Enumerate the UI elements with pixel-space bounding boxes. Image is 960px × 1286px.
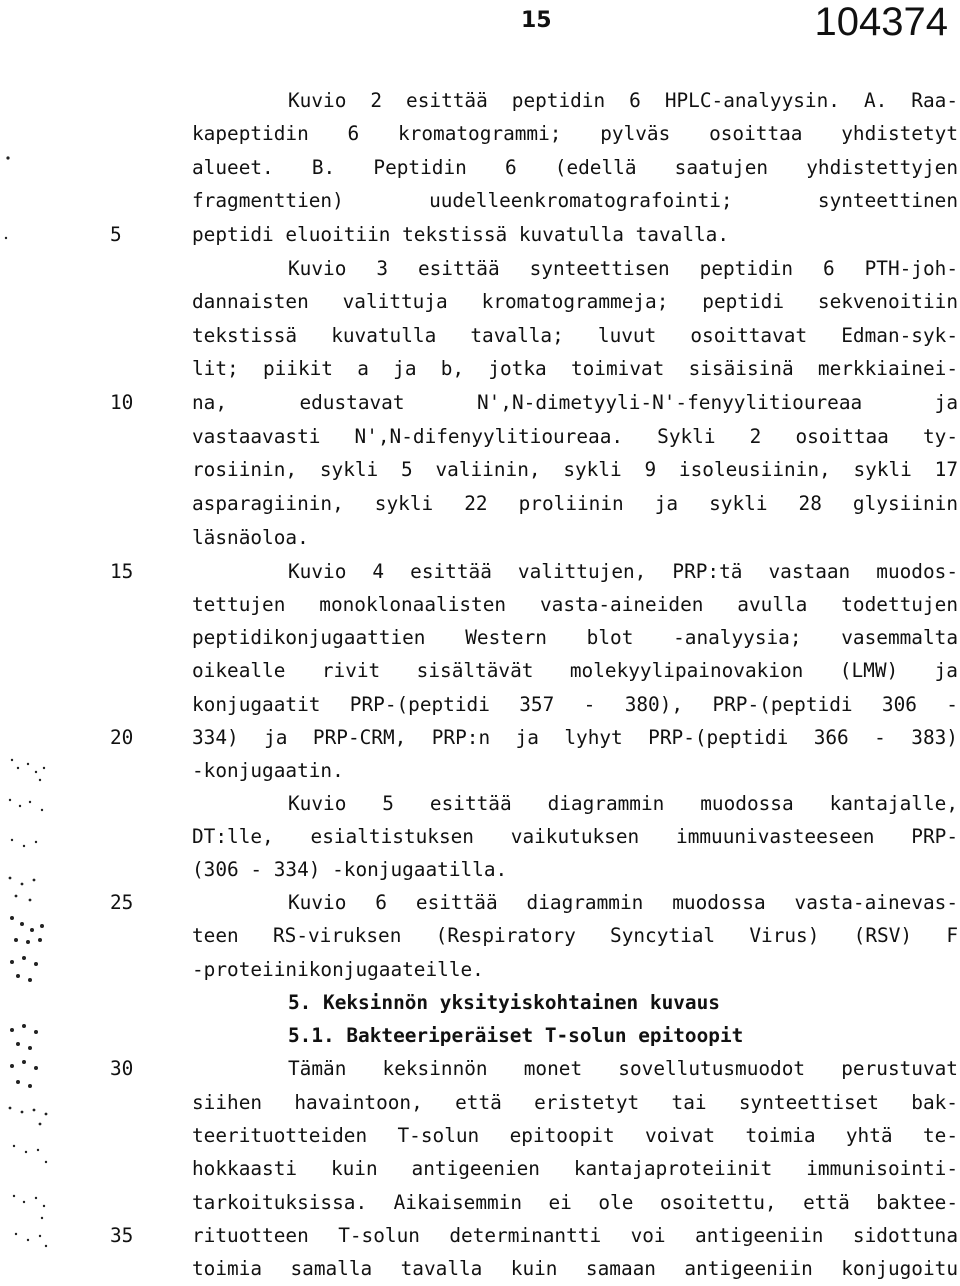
text-line: Kuvio 2 esittää peptidin 6 HPLC-analyysin. A. Raa-: [288, 89, 958, 112]
text-line: Kuvio 5 esittää diagrammin muodossa kantajalle,: [288, 792, 958, 815]
text-line: asparagiinin, sykli 22 proliinin ja sykli 28 glysiinin: [192, 492, 958, 515]
text-line: na, edustavat N',N-dimetyyli-N'-fenyylitioureaa ja: [192, 391, 958, 414]
line-number: 30: [110, 1057, 134, 1080]
page-number: 15: [521, 8, 552, 33]
text-line: teen RS-viruksen (Respiratory Syncytial Virus) (RSV) F: [192, 924, 958, 947]
text-line: rosiinin, sykli 5 valiinin, sykli 9 isoleusiinin, sykli 17: [192, 458, 958, 481]
scan-speckle-marks: [0, 0, 80, 1284]
text-line: oikealle rivit sisältävät molekyylipainovakion (LMW) ja: [192, 659, 958, 682]
text-line: peptidi eluoitiin tekstissä kuvatulla tavalla.: [192, 223, 730, 246]
text-line: (306 - 334) -konjugaatilla.: [192, 858, 508, 881]
line-number: 5: [110, 223, 122, 246]
line-number: 25: [110, 891, 134, 914]
subsection-heading: 5.1. Bakteeriperäiset T-solun epitoopit: [288, 1024, 744, 1047]
text-line: tarkoituksissa. Aikaisemmin ei ole osoitettu, että baktee-: [192, 1191, 958, 1214]
text-line: tekstissä kuvatulla tavalla; luvut osoittavat Edman-syk-: [192, 324, 958, 347]
text-line: konjugaatit PRP-(peptidi 357 - 380), PRP-(peptidi 306 -: [192, 693, 958, 716]
text-line: dannaisten valittuja kromatogrammeja; peptidi sekvenoitiin: [192, 290, 958, 313]
text-line: lit; piikit a ja b, jotka toimivat sisäisinä merkkiainei-: [192, 357, 958, 380]
text-line: -konjugaatin.: [192, 759, 344, 782]
text-line: tettujen monoklonaalisten vasta-aineiden avulla todettujen: [192, 593, 958, 616]
line-number: 10: [110, 391, 134, 414]
text-line: vastaavasti N',N-difenyylitioureaa. Sykli 2 osoittaa ty-: [192, 425, 958, 448]
text-line: Tämän keksinnön monet sovellutusmuodot perustuvat: [288, 1057, 958, 1080]
text-line: -proteiinikonjugaateille.: [192, 958, 484, 981]
text-line: siihen havaintoon, että eristetyt tai synteettiset bak-: [192, 1091, 958, 1114]
text-line: alueet. B. Peptidin 6 (edellä saatujen yhdistettyjen: [192, 156, 958, 179]
text-line: kapeptidin 6 kromatogrammi; pylväs osoittaa yhdistetyt: [192, 122, 958, 145]
text-line: peptidikonjugaattien Western blot -analyysia; vasemmalta: [192, 626, 958, 649]
text-line: läsnäoloa.: [192, 526, 309, 549]
text-line: teerituotteiden T-solun epitoopit voivat toimia yhtä te-: [192, 1124, 958, 1147]
line-number: 20: [110, 726, 134, 749]
line-number: 35: [110, 1224, 134, 1247]
text-line: toimia samalla tavalla kuin samaan antigeeniin konjugoitu: [192, 1257, 958, 1280]
text-line: Kuvio 6 esittää diagrammin muodossa vasta-ainevas-: [288, 891, 958, 914]
text-line: fragmenttien) uudelleenkromatografointi; synteettinen: [192, 189, 958, 212]
text-line: hokkaasti kuin antigeenien kantajaproteiinit immunisointi-: [192, 1157, 958, 1180]
line-number: 15: [110, 560, 134, 583]
text-line: rituotteen T-solun determinantti voi antigeeniin sidottuna: [192, 1224, 958, 1247]
text-line: Kuvio 3 esittää synteettisen peptidin 6 PTH-joh-: [288, 257, 958, 280]
section-heading: 5. Keksinnön yksityiskohtainen kuvaus: [288, 991, 720, 1014]
document-number: 104374: [814, 0, 948, 44]
text-line: Kuvio 4 esittää valittujen, PRP:tä vastaan muodos-: [288, 560, 958, 583]
text-line: DT:lle, esialtistuksen vaikutuksen immuunivasteeseen PRP-: [192, 825, 958, 848]
text-line: 334) ja PRP-CRM, PRP:n ja lyhyt PRP-(peptidi 366 - 383): [192, 726, 958, 749]
